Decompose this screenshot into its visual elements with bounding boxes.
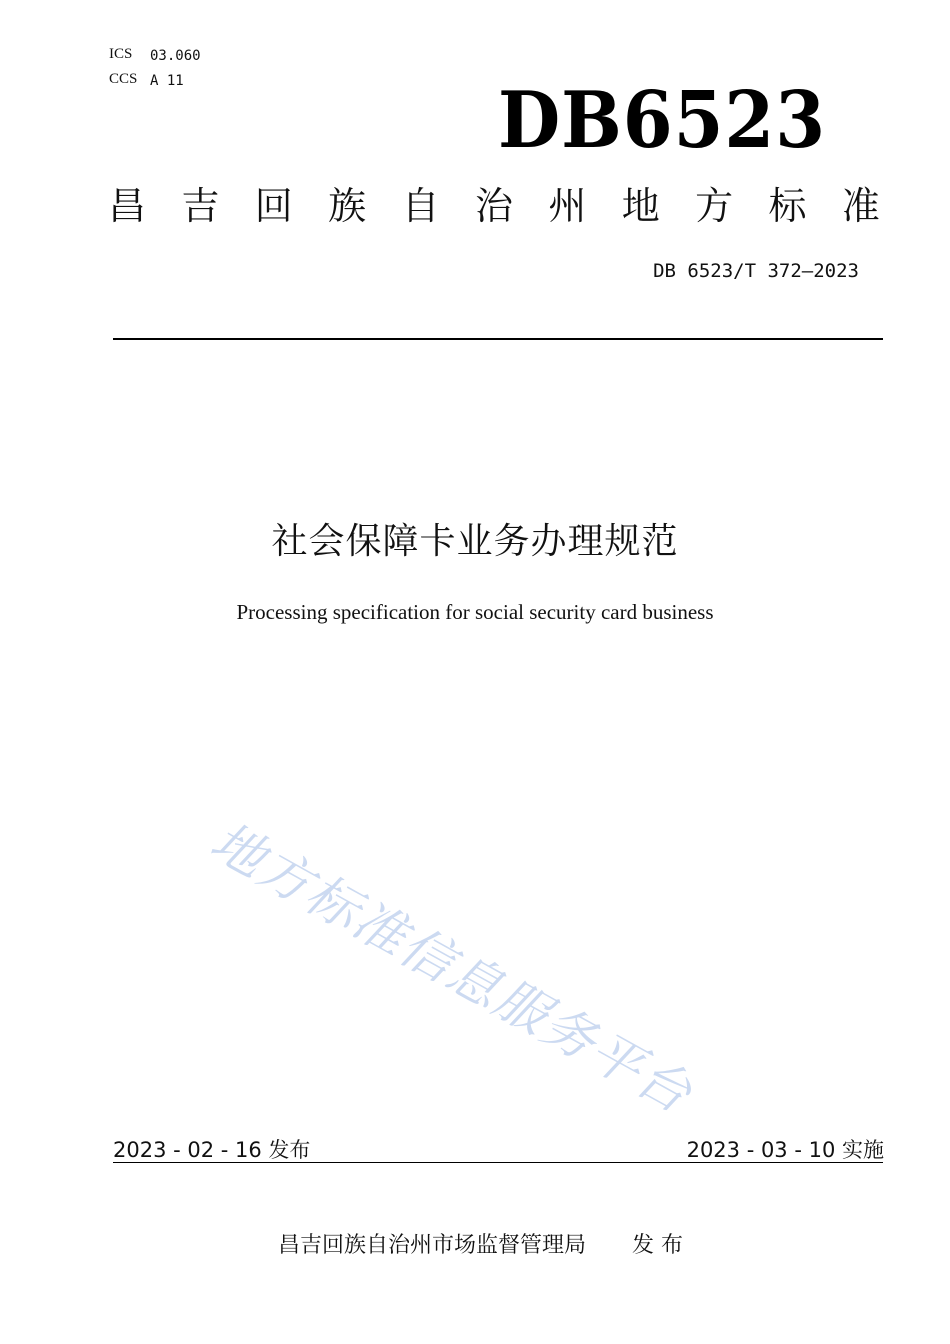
document-title-english: Processing specification for social security card business <box>236 600 714 624</box>
authority-char: 自 <box>401 184 440 228</box>
authority-char: 州 <box>548 184 587 228</box>
authority-char: 吉 <box>181 184 220 228</box>
ics-label: ICS <box>109 46 133 62</box>
authority-char: 地 <box>621 184 660 228</box>
ccs-label: CCS <box>109 71 138 87</box>
authority-char: 方 <box>695 184 734 228</box>
issuer-action: 发 布 <box>632 1233 684 1258</box>
authority-char: 回 <box>254 184 293 228</box>
publish-date: 2023 - 02 - 16 发布 <box>113 1138 311 1162</box>
bottom-divider <box>113 1162 883 1163</box>
authority-char: 治 <box>474 184 513 228</box>
document-title-chinese: 社会保障卡业务办理规范 <box>271 521 679 562</box>
ics-value: 03.060 <box>150 48 201 64</box>
authority-char: 准 <box>841 184 880 228</box>
authority-char: 昌 <box>108 184 147 228</box>
top-divider <box>113 338 883 340</box>
issuer-line <box>278 1228 683 1259</box>
authority-title <box>108 184 880 228</box>
ccs-value: A 11 <box>150 73 184 89</box>
implement-date: 2023 - 03 - 10 实施 <box>686 1138 884 1162</box>
watermark: 地方标准信息服务平台 <box>200 811 703 1126</box>
issuer-name: 昌吉回族自治州市场监督管理局 <box>278 1233 587 1258</box>
standard-number: DB 6523/T 372—2023 <box>653 260 859 282</box>
authority-char: 标 <box>768 184 807 228</box>
authority-char: 族 <box>328 184 367 228</box>
db-logo: DB6523 <box>498 75 827 166</box>
